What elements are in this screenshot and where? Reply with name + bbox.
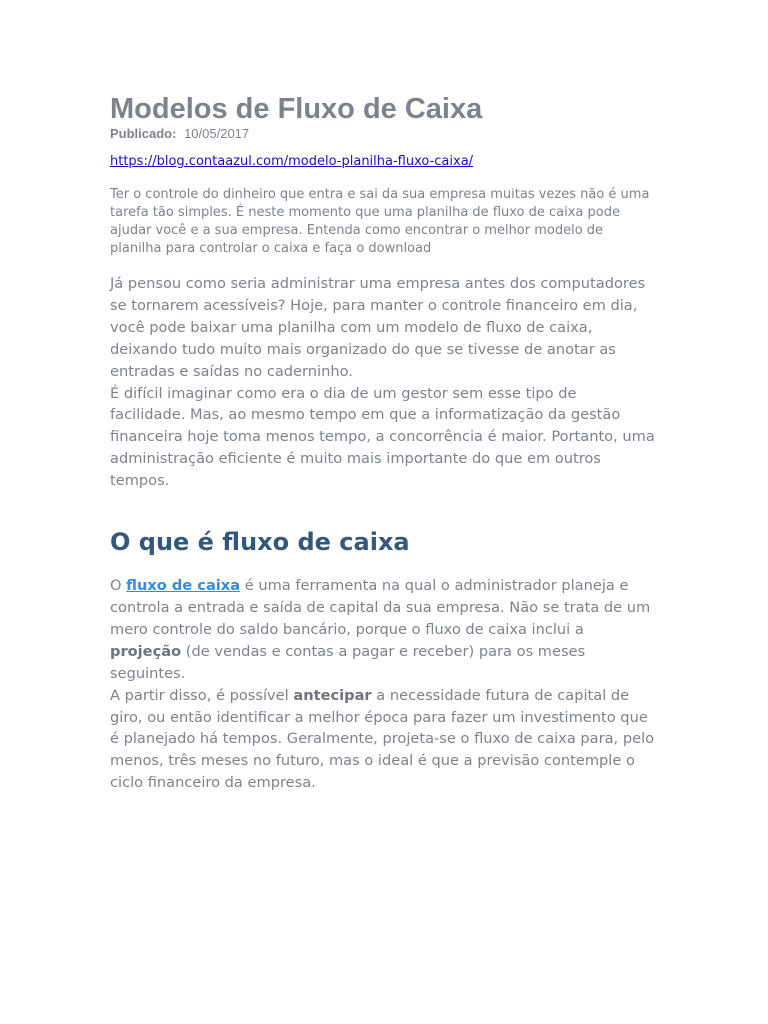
p2-text-end: a necessidade futura de capital de giro, ou então identificar a melhor época para fazer um investimento que é planejado há tempos. Geralmente, projeta-se o fluxo de caixa para, pelo menos, três meses no futuro, mas o ideal é que a previsão contemple o ciclo financeiro da empresa. bbox=[110, 686, 655, 792]
intro-paragraph-2: É difícil imaginar como era o dia de um gestor sem esse tipo de facilidade. Mas, ao mesmo tempo em que a informatização da gestão financeira hoje toma menos tempo, a concorrência é maior. Portanto, uma administração eficiente é muito mais importante do que em outros tempos. bbox=[110, 384, 655, 490]
intro-text bbox=[110, 273, 655, 492]
section-paragraph-1 bbox=[110, 575, 655, 685]
section-text bbox=[110, 575, 655, 794]
intro-paragraph-1: Já pensou como seria administrar uma empresa antes dos computadores se tornarem acessíveis? Hoje, para manter o controle financeiro em dia, você pode baixar uma planilha com um modelo de fluxo de caixa, deixando tudo muito mais organizado do que se tivesse de anotar as entradas e saídas no caderninho. bbox=[110, 275, 646, 380]
projecao-bold: projeção bbox=[110, 642, 182, 660]
antecipar-bold: antecipar bbox=[293, 686, 372, 704]
section-paragraph-2 bbox=[110, 685, 655, 795]
published-label: Publicado: bbox=[110, 126, 177, 141]
document-page bbox=[110, 92, 655, 794]
article-lede: Ter o controle do dinheiro que entra e sai da sua empresa muitas vezes não é uma tarefa tão simples. É neste momento que uma planilha de fluxo de caixa pode ajudar você e a sua empresa. Entenda como encontrar o melhor modelo de planilha para controlar o caixa e faça o download bbox=[110, 187, 650, 256]
fluxo-de-caixa-link[interactable]: fluxo de caixa bbox=[126, 577, 241, 595]
p1-text-start: O bbox=[110, 577, 127, 595]
p1-text-end: (de vendas e contas a pagar e receber) para os meses seguintes. bbox=[110, 642, 586, 682]
article-title: Modelos de Fluxo de Caixa bbox=[110, 93, 483, 125]
publication-info bbox=[110, 126, 655, 142]
published-date: 10/05/2017 bbox=[184, 126, 250, 141]
p2-text-start: A partir disso, é possível bbox=[110, 686, 294, 704]
section-heading: O que é fluxo de caixa bbox=[110, 528, 410, 557]
source-url-link[interactable]: https://blog.contaazul.com/modelo-planilha-fluxo-caixa/ bbox=[110, 154, 474, 169]
p1-text-middle: é uma ferramenta na qual o administrador planeja e controla a entrada e saída de capital da sua empresa. Não se trata de um mero controle do saldo bancário, porque o fluxo de caixa inclui a bbox=[110, 577, 651, 638]
